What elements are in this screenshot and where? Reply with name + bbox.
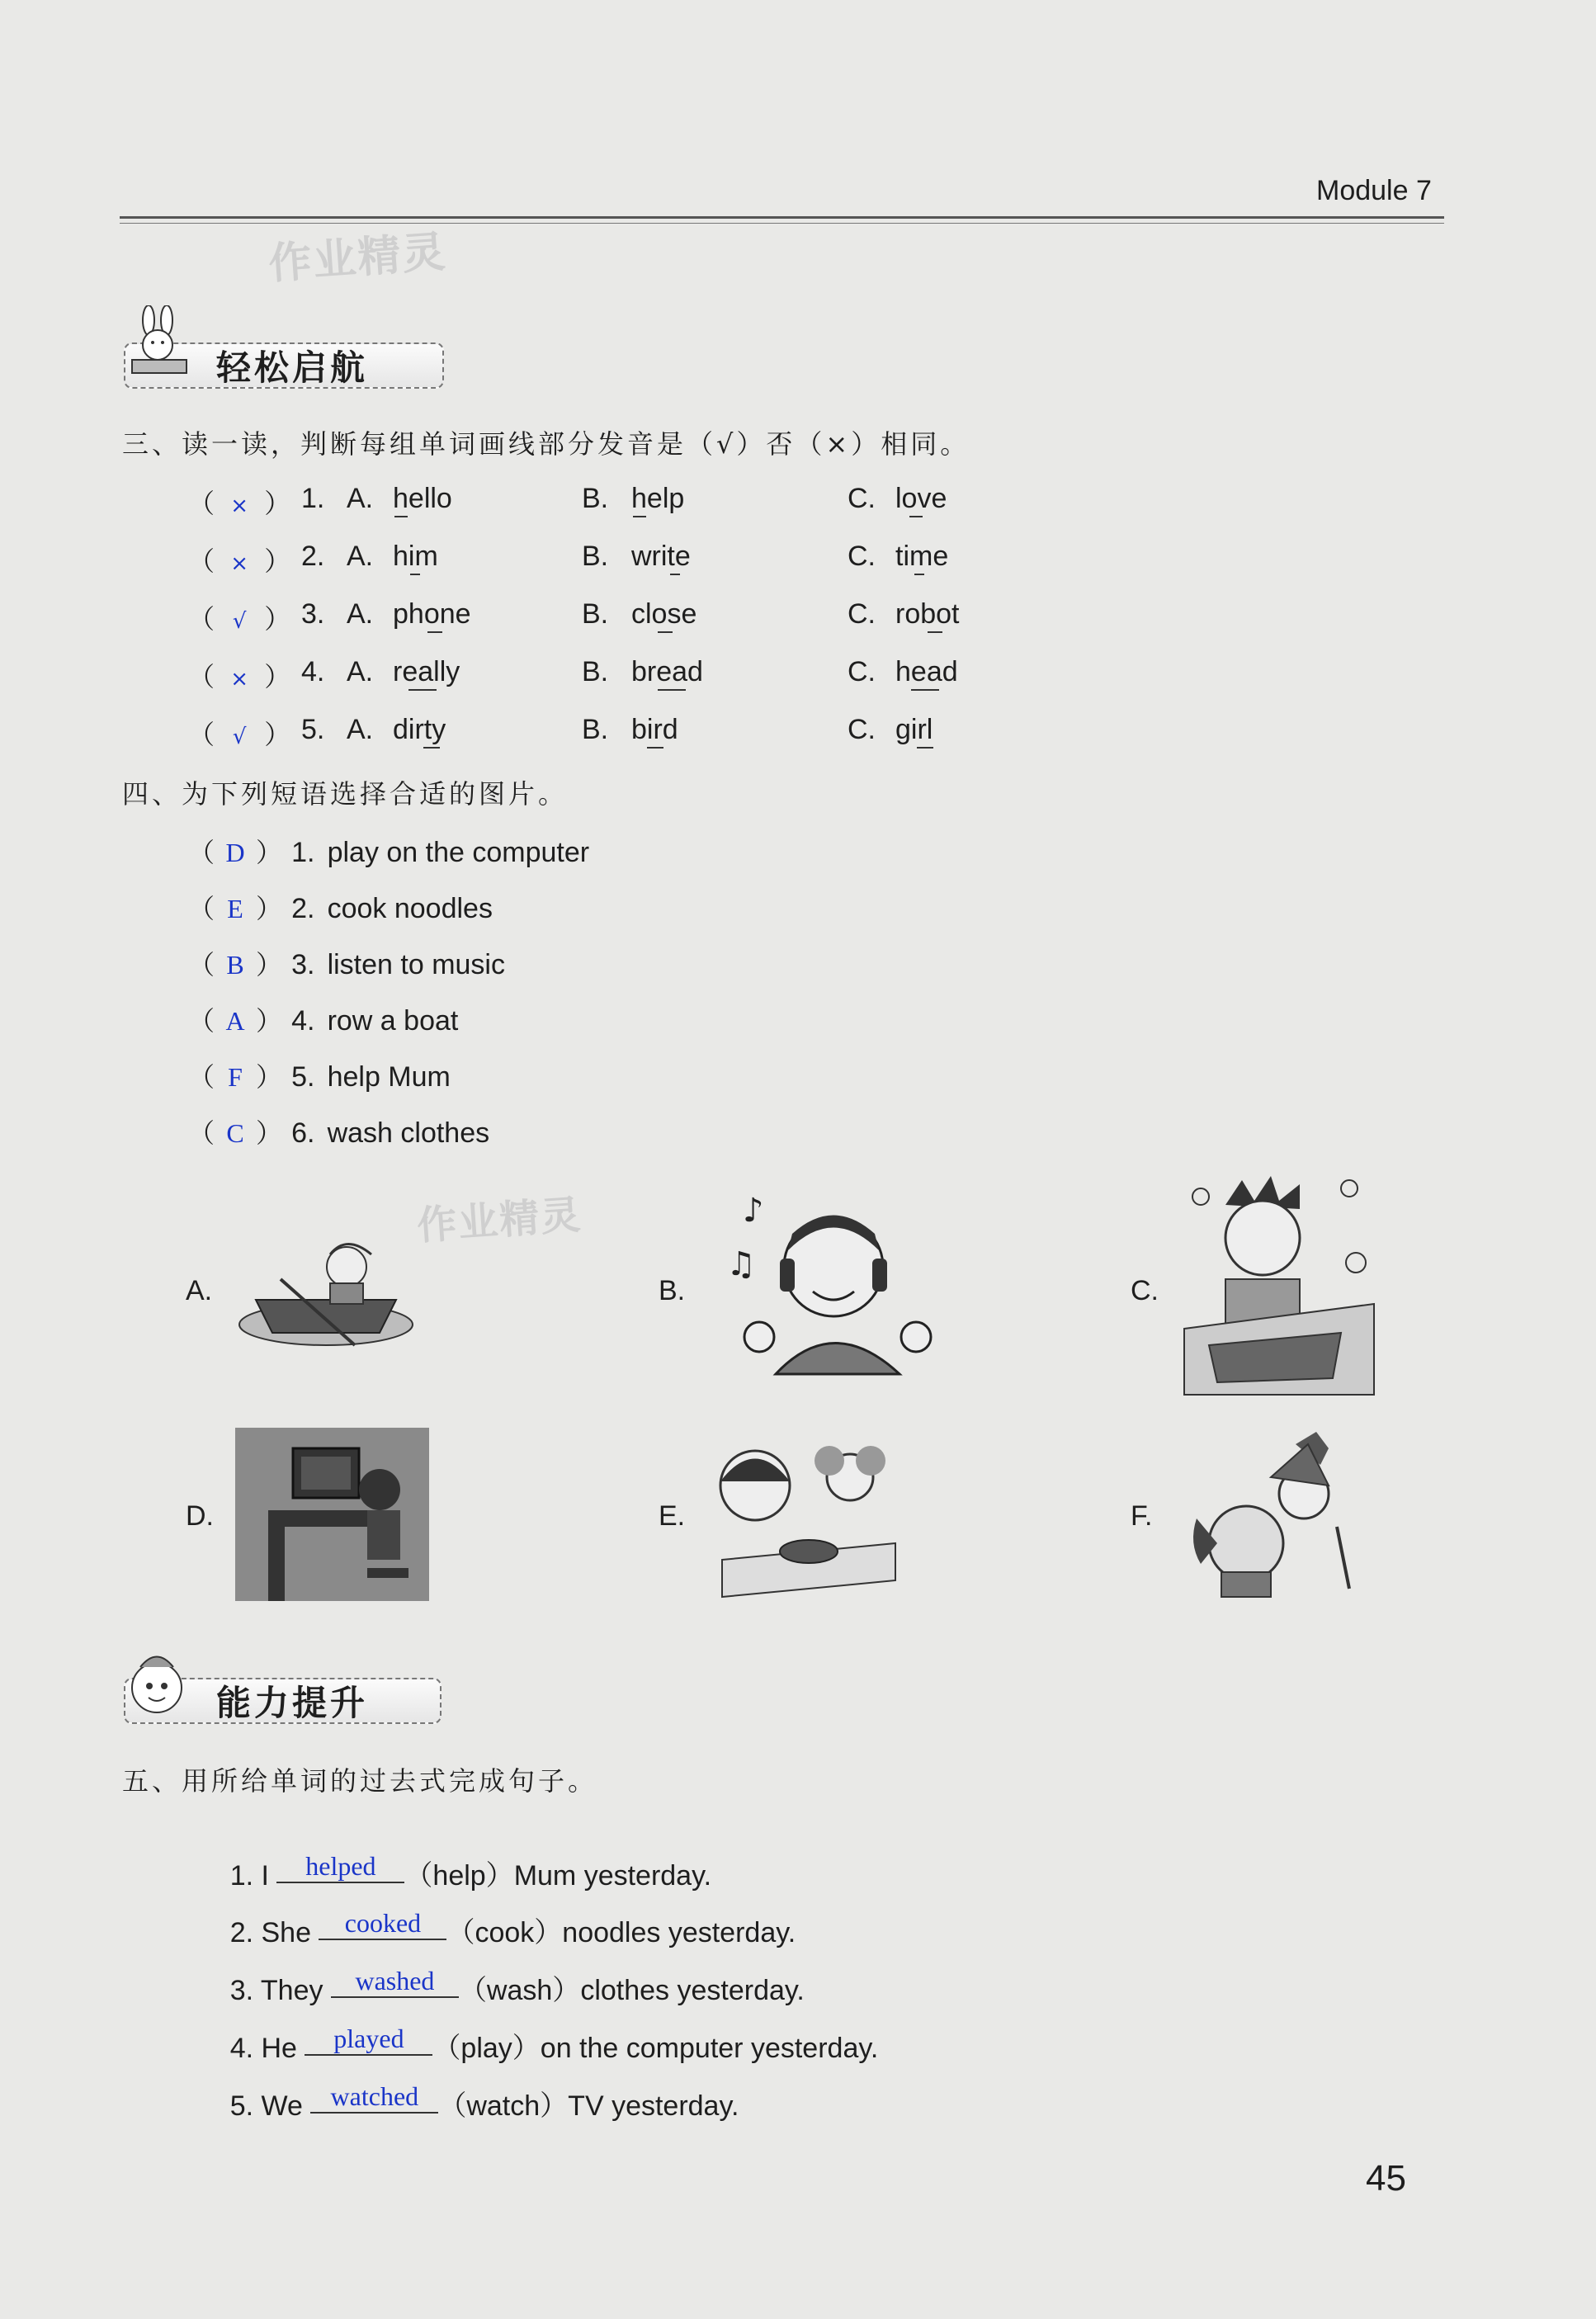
- picture-label-a: A.: [186, 1275, 213, 1306]
- sentence-subject: I: [261, 1860, 269, 1892]
- answer-mark: ×: [230, 494, 248, 518]
- item-number: 5.: [229, 2090, 254, 2122]
- option-b-word: help: [631, 483, 685, 514]
- option-a-word: him: [393, 541, 438, 572]
- computer-picture: [235, 1428, 429, 1601]
- option-b-word: close: [631, 598, 697, 630]
- item-number: 2.: [301, 541, 325, 572]
- picture-label-f: F.: [1131, 1500, 1153, 1532]
- part5-instruction: 五、用所给单词的过去式完成句子。: [122, 1765, 598, 1797]
- verb-hint: （help）: [404, 1860, 514, 1892]
- answer-mark: √: [232, 609, 247, 634]
- option-a-label: A.: [347, 656, 374, 687]
- option-a-word: hello: [393, 483, 452, 514]
- phrase-text: play on the computer: [327, 837, 590, 868]
- item-number: 1.: [229, 1860, 254, 1892]
- watermark-top: 作业精灵: [267, 227, 449, 290]
- answer-mark: ×: [230, 667, 248, 692]
- option-c-label: C.: [848, 541, 876, 572]
- item-number: 1.: [291, 837, 315, 868]
- answer-blank: played: [305, 2024, 432, 2056]
- option-a-word: really: [393, 656, 460, 687]
- phrase-text: help Mum: [327, 1061, 451, 1093]
- option-a-label: A.: [347, 483, 374, 514]
- option-b-label: B.: [582, 598, 609, 630]
- option-c-word: robot: [895, 598, 960, 630]
- picture-label-c: C.: [1131, 1275, 1159, 1306]
- sentence-rest: on the computer yesterday.: [540, 2033, 879, 2064]
- list-item: [183, 2051, 739, 2156]
- picture-label-e: E.: [659, 1500, 686, 1532]
- picture-label-d: D.: [186, 1500, 214, 1532]
- picture-label-b: B.: [659, 1275, 686, 1306]
- list-item: （ C ） 6. wash clothes: [188, 1117, 490, 1149]
- answer-letter: E: [227, 894, 243, 923]
- item-number: 4.: [229, 2033, 254, 2064]
- sentence-subject: They: [260, 1975, 323, 2006]
- option-b-label: B.: [582, 656, 609, 687]
- option-a-label: A.: [347, 598, 374, 630]
- item-number: 3.: [229, 1975, 254, 2006]
- list-item: （ × ）: [188, 546, 291, 576]
- module-label: Module 7: [1316, 175, 1432, 206]
- answer-blank: watched: [310, 2081, 438, 2114]
- sentence-rest: clothes yesterday.: [580, 1975, 805, 2006]
- option-c-label: C.: [848, 598, 876, 630]
- item-number: 3.: [291, 949, 315, 980]
- phrase-text: cook noodles: [327, 893, 493, 924]
- option-b-word: write: [631, 541, 691, 572]
- banner-title: 能力提升: [216, 1683, 369, 1723]
- option-b-word: bread: [631, 656, 703, 687]
- item-number: 2.: [291, 893, 315, 924]
- sentence-rest: noodles yesterday.: [562, 1917, 796, 1948]
- sentence-rest: Mum yesterday.: [513, 1860, 712, 1892]
- mascot-icon: [120, 1646, 194, 1721]
- option-b-word: bird: [631, 714, 678, 745]
- item-number: 5.: [291, 1061, 315, 1093]
- cooking-noodles-picture: [706, 1436, 904, 1601]
- answer-blank: cooked: [319, 1908, 446, 1940]
- answer-letter: F: [228, 1062, 243, 1092]
- option-a-word: phone: [393, 598, 471, 630]
- sentence-subject: We: [261, 2090, 303, 2122]
- bunny-icon: [124, 305, 198, 380]
- verb-hint: （play）: [432, 2033, 541, 2064]
- washing-clothes-picture: [1176, 1172, 1382, 1403]
- sentence-subject: He: [261, 2033, 297, 2064]
- option-b-label: B.: [582, 541, 609, 572]
- list-item: （ F ） 5. help Mum: [188, 1061, 451, 1093]
- item-number: 6.: [291, 1117, 315, 1149]
- answer-mark: ×: [230, 551, 248, 576]
- list-item: （ B ） 3. listen to music: [188, 949, 505, 980]
- option-c-word: time: [895, 541, 949, 572]
- item-number: 3.: [301, 598, 325, 630]
- option-a-label: A.: [347, 541, 374, 572]
- watermark-middle: 作业精灵: [415, 1192, 584, 1249]
- list-item: （ × ）: [188, 489, 291, 518]
- option-c-label: C.: [848, 714, 876, 745]
- option-a-label: A.: [347, 714, 374, 745]
- sentence-subject: She: [261, 1917, 311, 1948]
- banner-title: 轻松启航: [216, 347, 369, 388]
- verb-hint: （cook）: [446, 1917, 563, 1948]
- list-item: （ √ ）: [188, 720, 291, 749]
- header-rule-thin: [120, 223, 1444, 224]
- page-number: 45: [1366, 2158, 1406, 2199]
- answer-blank: helped: [276, 1851, 404, 1883]
- option-c-word: girl: [895, 714, 933, 745]
- boat-rowing-picture: [231, 1221, 421, 1353]
- item-number: 5.: [301, 714, 325, 745]
- option-c-label: C.: [848, 656, 876, 687]
- option-c-word: love: [895, 483, 947, 514]
- verb-hint: （watch）: [438, 2090, 569, 2122]
- item-number: 4.: [291, 1005, 315, 1037]
- helping-mum-picture: [1172, 1428, 1370, 1605]
- answer-letter: C: [226, 1118, 244, 1148]
- sentence-rest: TV yesterday.: [568, 2090, 739, 2122]
- option-b-label: B.: [582, 483, 609, 514]
- answer-letter: A: [225, 1006, 245, 1036]
- phrase-text: wash clothes: [327, 1117, 490, 1149]
- part4-instruction: 四、为下列短语选择合适的图片。: [122, 778, 569, 810]
- header-rule: [120, 216, 1444, 219]
- item-number: 1.: [301, 483, 325, 514]
- option-a-word: dirty: [393, 714, 446, 745]
- list-item: （ A ） 4. row a boat: [188, 1005, 459, 1037]
- option-c-word: head: [895, 656, 958, 687]
- list-item: （ E ） 2. cook noodles: [188, 893, 493, 924]
- phrase-text: row a boat: [327, 1005, 459, 1037]
- svg-text:♫: ♫: [726, 1245, 756, 1283]
- item-number: 2.: [229, 1917, 254, 1948]
- answer-letter: B: [226, 950, 244, 980]
- answer-letter: D: [225, 838, 245, 867]
- phrase-text: listen to music: [327, 949, 505, 980]
- option-b-label: B.: [582, 714, 609, 745]
- answer-blank: washed: [331, 1966, 459, 1998]
- answer-mark: √: [232, 725, 247, 749]
- item-number: 4.: [301, 656, 325, 687]
- list-item: （ √ ）: [188, 604, 291, 634]
- list-item: （ D ） 1. play on the computer: [188, 837, 590, 868]
- music-listening-picture: [710, 1188, 941, 1378]
- part3-instruction: 三、读一读，判断每组单词画线部分发音是（√）否（×）相同。: [122, 428, 970, 460]
- svg-text:♪: ♪: [743, 1192, 764, 1230]
- option-c-label: C.: [848, 483, 876, 514]
- verb-hint: （wash）: [458, 1975, 581, 2006]
- list-item: （ × ）: [188, 662, 291, 692]
